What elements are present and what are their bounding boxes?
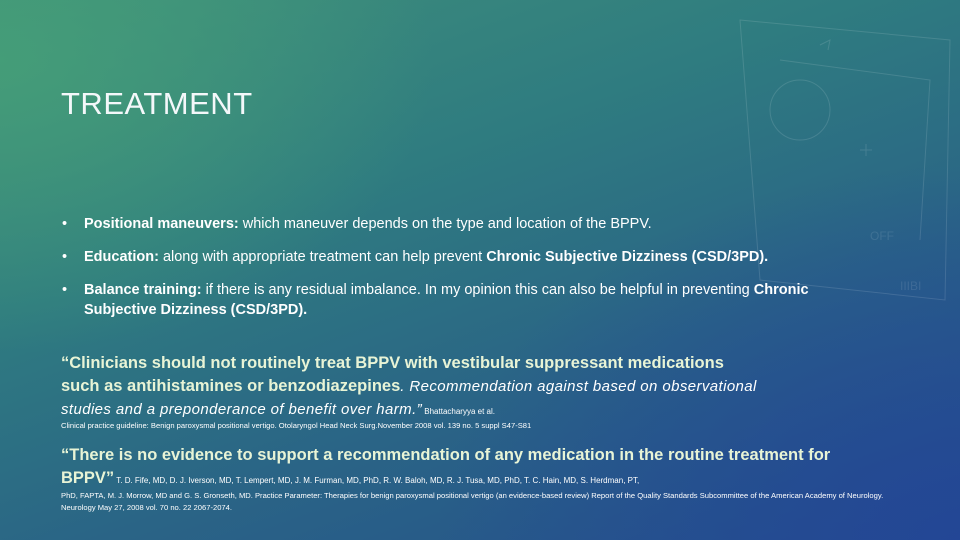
quote-no-evidence [61,444,851,492]
bullet-text: along with appropriate treatment can help prevent [158,249,487,265]
slide-title: TREATMENT [61,86,253,121]
bullet-emphasis: Chronic Subjective Dizziness (CSD/3PD). [84,282,809,318]
bullet-label: Education: [84,249,159,265]
bullet-education [62,247,862,267]
bullet-marker: • [62,249,68,265]
bullet-text: which maneuver depends on the type and location of the BPPV. [238,216,652,232]
bullet-list [62,214,862,333]
bullet-positional-maneuvers [62,214,862,234]
svg-text:OFF: OFF [870,229,894,243]
bullet-label: Balance training: [84,282,202,298]
quote-recommendation: . Recommendation against based on observational studies and a preponderance of benefit over harm.” [61,378,757,418]
citation-clinical-guideline: Clinical practice guideline: Benign paroxysmal positional vertigo. Otolaryngol Head Neck Surg.November 2008 vol. 139 no. 5 suppl S47-S81 [61,421,532,430]
quote-clinicians [61,352,761,423]
bullet-emphasis: Chronic Subjective Dizziness (CSD/3PD). [486,249,769,265]
bullet-label: Positional maneuvers: [84,216,239,232]
quote-authors: T. D. Fife, MD, D. J. Iverson, MD, T. Lempert, MD, J. M. Furman, MD, PhD, R. W. Baloh, MD, R. J. Tusa, MD, PhD, T. C. Hain, MD, S. Herdman, PT, [114,476,640,485]
bullet-balance-training [62,280,862,320]
citation-practice-parameter: PhD, FAPTA, M. J. Morrow, MD and G. S. Gronseth, MD. Practice Parameter: Therapies for benign paroxysmal positional vertigo (an evidence-based review) Report of the Quality Standards Subcommittee of the American Academy of Neurology. Neurology May 27, 2008 vol. 70 no. 22 2067-2074. [61,491,884,512]
quote-text: “There is no evidence to support a recommendation of any medication in the routine treatment for BPPV” [61,446,831,487]
svg-text:IIIBI: IIIBI [900,279,922,293]
bullet-text: if there is any residual imbalance. In my opinion this can also be helpful in preventing [201,282,754,298]
bullet-marker: • [62,216,68,232]
bullet-marker: • [62,282,68,298]
quote-text: “Clinicians should not routinely treat BPPV with vestibular suppressant medications such as antihistamines or benzodiazepines [61,354,724,395]
quote-attribution: Bhattacharyya et al. [422,407,495,416]
